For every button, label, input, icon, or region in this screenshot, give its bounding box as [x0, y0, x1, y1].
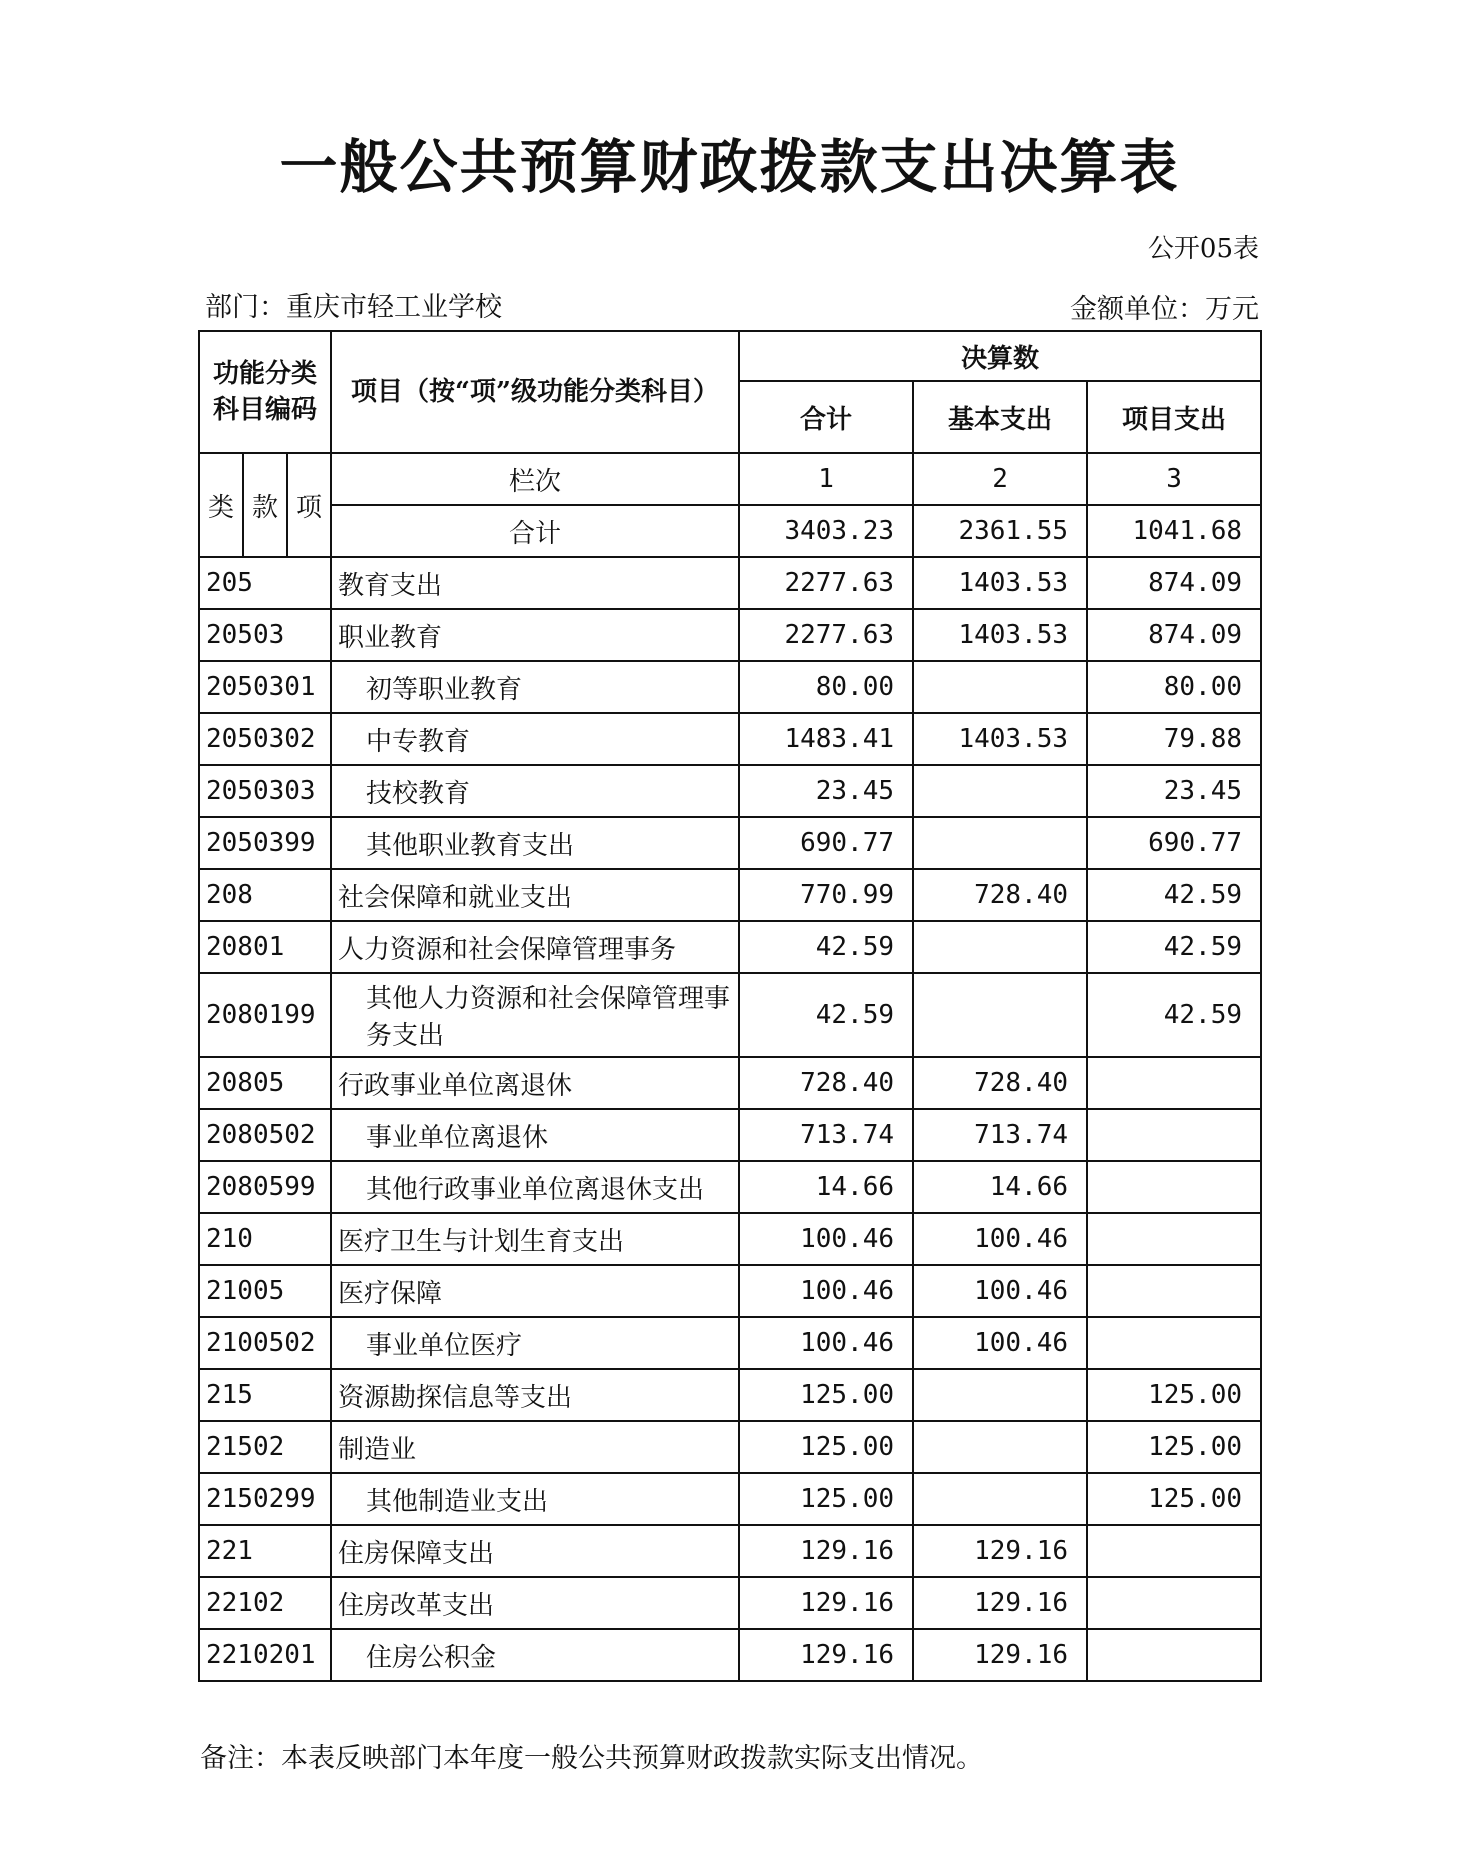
row-total: 713.74	[739, 1109, 913, 1161]
row-code: 210	[199, 1213, 331, 1265]
row-basic: 14.66	[913, 1161, 1087, 1213]
row-code: 21502	[199, 1421, 331, 1473]
table-row	[199, 661, 1261, 713]
row-total: 690.77	[739, 817, 913, 869]
row-basic: 100.46	[913, 1317, 1087, 1369]
column-number-row	[199, 453, 1261, 505]
table-row	[199, 973, 1261, 1057]
table-row	[199, 1369, 1261, 1421]
amount-unit-label: 金额单位：万元	[1070, 294, 1259, 325]
row-project: 42.59	[1087, 869, 1261, 921]
table-row	[199, 1057, 1261, 1109]
row-basic: 1403.53	[913, 609, 1087, 661]
grand-total-total: 3403.23	[739, 505, 913, 557]
row-basic	[913, 817, 1087, 869]
row-basic	[913, 973, 1087, 1057]
row-project: 874.09	[1087, 609, 1261, 661]
row-project	[1087, 1161, 1261, 1213]
row-basic	[913, 1473, 1087, 1525]
row-basic: 100.46	[913, 1213, 1087, 1265]
row-item-name: 制造业	[331, 1421, 739, 1473]
table-row	[199, 1525, 1261, 1577]
row-item-name: 事业单位医疗	[331, 1317, 739, 1369]
row-total: 2277.63	[739, 557, 913, 609]
row-total: 100.46	[739, 1317, 913, 1369]
page-title: 一般公共预算财政拨款支出决算表	[279, 133, 1180, 201]
row-project: 690.77	[1087, 817, 1261, 869]
row-basic: 129.16	[913, 1629, 1087, 1681]
final-accounts-header: 决算数	[739, 331, 1261, 381]
table-row	[199, 1317, 1261, 1369]
row-basic: 1403.53	[913, 713, 1087, 765]
table-row	[199, 1629, 1261, 1681]
row-total: 728.40	[739, 1057, 913, 1109]
row-total: 770.99	[739, 869, 913, 921]
row-item-name: 社会保障和就业支出	[331, 869, 739, 921]
row-basic: 728.40	[913, 869, 1087, 921]
row-item-name: 资源勘探信息等支出	[331, 1369, 739, 1421]
row-basic	[913, 921, 1087, 973]
row-project: 23.45	[1087, 765, 1261, 817]
row-project: 79.88	[1087, 713, 1261, 765]
row-item-name: 职业教育	[331, 609, 739, 661]
table-row	[199, 869, 1261, 921]
row-item-name: 医疗卫生与计划生育支出	[331, 1213, 739, 1265]
lei-header: 类	[199, 453, 243, 557]
grand-total-basic: 2361.55	[913, 505, 1087, 557]
xiang-header: 项	[287, 453, 331, 557]
footnote: 备注：本表反映部门本年度一般公共预算财政拨款实际支出情况。	[200, 1743, 983, 1774]
row-item-name: 其他职业教育支出	[331, 817, 739, 869]
header-row-1	[199, 331, 1261, 381]
row-project: 125.00	[1087, 1369, 1261, 1421]
table-row	[199, 1161, 1261, 1213]
row-project	[1087, 1629, 1261, 1681]
row-code: 2100502	[199, 1317, 331, 1369]
column-number-1: 1	[739, 453, 913, 505]
row-project	[1087, 1577, 1261, 1629]
row-code: 2050303	[199, 765, 331, 817]
table-body	[199, 331, 1261, 1681]
department-label: 部门：重庆市轻工业学校	[205, 292, 502, 323]
table-row	[199, 1421, 1261, 1473]
row-code: 215	[199, 1369, 331, 1421]
row-project	[1087, 1317, 1261, 1369]
table-row	[199, 765, 1261, 817]
basic-column-header: 基本支出	[913, 381, 1087, 453]
row-project	[1087, 1265, 1261, 1317]
row-basic	[913, 1369, 1087, 1421]
row-project: 125.00	[1087, 1473, 1261, 1525]
row-total: 125.00	[739, 1421, 913, 1473]
table-row	[199, 713, 1261, 765]
row-code: 2080599	[199, 1161, 331, 1213]
row-project	[1087, 1057, 1261, 1109]
item-column-header: 项目（按“项”级功能分类科目）	[331, 331, 739, 453]
project-column-header: 项目支出	[1087, 381, 1261, 453]
row-total: 42.59	[739, 973, 913, 1057]
row-basic: 129.16	[913, 1577, 1087, 1629]
row-item-name: 中专教育	[331, 713, 739, 765]
row-code: 2080502	[199, 1109, 331, 1161]
row-basic: 713.74	[913, 1109, 1087, 1161]
row-code: 2080199	[199, 973, 331, 1057]
code-column-header: 功能分类科目编码	[199, 331, 331, 453]
row-project: 874.09	[1087, 557, 1261, 609]
row-code: 22102	[199, 1577, 331, 1629]
row-code: 2210201	[199, 1629, 331, 1681]
row-basic: 129.16	[913, 1525, 1087, 1577]
row-code: 20503	[199, 609, 331, 661]
row-basic: 100.46	[913, 1265, 1087, 1317]
expenditure-table	[198, 330, 1262, 1682]
row-item-name: 住房公积金	[331, 1629, 739, 1681]
row-item-name: 技校教育	[331, 765, 739, 817]
lanci-label: 栏次	[331, 453, 739, 505]
table-row	[199, 1265, 1261, 1317]
row-project: 80.00	[1087, 661, 1261, 713]
table-row	[199, 1213, 1261, 1265]
row-item-name: 其他行政事业单位离退休支出	[331, 1161, 739, 1213]
total-column-header: 合计	[739, 381, 913, 453]
row-project: 125.00	[1087, 1421, 1261, 1473]
row-total: 125.00	[739, 1369, 913, 1421]
row-item-name: 住房改革支出	[331, 1577, 739, 1629]
row-total: 1483.41	[739, 713, 913, 765]
table-row	[199, 1473, 1261, 1525]
row-item-name: 医疗保障	[331, 1265, 739, 1317]
form-number: 公开05表	[1147, 234, 1259, 264]
row-basic: 1403.53	[913, 557, 1087, 609]
column-number-2: 2	[913, 453, 1087, 505]
row-item-name: 教育支出	[331, 557, 739, 609]
table-row	[199, 921, 1261, 973]
row-item-name: 事业单位离退休	[331, 1109, 739, 1161]
row-item-name: 人力资源和社会保障管理事务	[331, 921, 739, 973]
row-total: 125.00	[739, 1473, 913, 1525]
row-project	[1087, 1109, 1261, 1161]
row-item-name: 其他制造业支出	[331, 1473, 739, 1525]
row-basic	[913, 1421, 1087, 1473]
row-total: 129.16	[739, 1577, 913, 1629]
row-code: 21005	[199, 1265, 331, 1317]
row-basic	[913, 765, 1087, 817]
row-total: 80.00	[739, 661, 913, 713]
grand-total-project: 1041.68	[1087, 505, 1261, 557]
row-project: 42.59	[1087, 921, 1261, 973]
row-total: 23.45	[739, 765, 913, 817]
table-row	[199, 609, 1261, 661]
row-code: 2050399	[199, 817, 331, 869]
row-code: 2050301	[199, 661, 331, 713]
row-item-name: 行政事业单位离退休	[331, 1057, 739, 1109]
grand-total-row	[199, 505, 1261, 557]
row-project	[1087, 1525, 1261, 1577]
row-total: 2277.63	[739, 609, 913, 661]
row-code: 2150299	[199, 1473, 331, 1525]
row-item-name: 住房保障支出	[331, 1525, 739, 1577]
row-code: 2050302	[199, 713, 331, 765]
table-row	[199, 557, 1261, 609]
row-total: 42.59	[739, 921, 913, 973]
table-row	[199, 1109, 1261, 1161]
table-row	[199, 817, 1261, 869]
row-item-name: 其他人力资源和社会保障管理事务支出	[331, 973, 739, 1057]
row-total: 14.66	[739, 1161, 913, 1213]
row-code: 205	[199, 557, 331, 609]
row-basic	[913, 661, 1087, 713]
row-basic: 728.40	[913, 1057, 1087, 1109]
row-total: 100.46	[739, 1265, 913, 1317]
row-code: 221	[199, 1525, 331, 1577]
column-number-3: 3	[1087, 453, 1261, 505]
row-code: 20801	[199, 921, 331, 973]
row-project	[1087, 1213, 1261, 1265]
row-project: 42.59	[1087, 973, 1261, 1057]
row-item-name: 初等职业教育	[331, 661, 739, 713]
row-code: 208	[199, 869, 331, 921]
table-row	[199, 1577, 1261, 1629]
row-total: 129.16	[739, 1525, 913, 1577]
row-total: 129.16	[739, 1629, 913, 1681]
kuan-header: 款	[243, 453, 287, 557]
grand-total-label: 合计	[331, 505, 739, 557]
row-total: 100.46	[739, 1213, 913, 1265]
row-code: 20805	[199, 1057, 331, 1109]
